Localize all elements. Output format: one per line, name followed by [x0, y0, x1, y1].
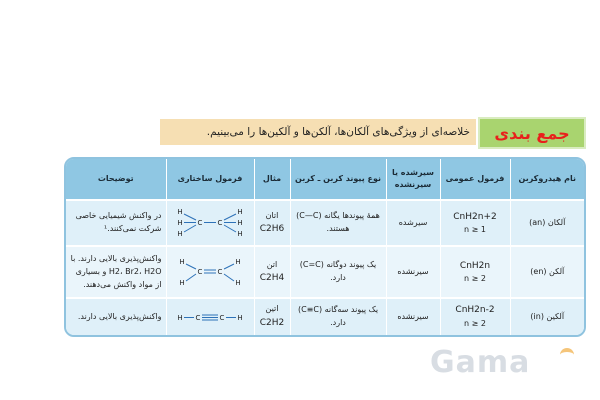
saturation: سیرشده [386, 200, 440, 246]
general-formula: CnH2n-2 [455, 305, 495, 316]
svg-text:H: H [177, 314, 183, 323]
summary-title-box [478, 117, 586, 149]
svg-text:H: H [177, 219, 183, 228]
bond-type: همهٔ پیوندها یگانه (C—C) هستند. [290, 200, 386, 246]
formula-text: CnH2n+2 [453, 211, 497, 222]
svg-text:H: H [237, 208, 243, 217]
example-formula: C2H2 [259, 318, 285, 329]
general-formula [443, 210, 508, 224]
header-structure: فرمول ساختاری [166, 159, 254, 200]
example-name: اتان [265, 210, 279, 220]
svg-text:C: C [217, 219, 223, 228]
table-row [66, 298, 584, 335]
header-saturation: سیرشده یا سیرنشده [386, 159, 440, 200]
svg-text:H: H [237, 230, 243, 239]
intro-text: خلاصه‌ای از ویژگی‌های آلکان‌ها، آلکن‌ها و آلکین‌ها را می‌بینیم. [206, 126, 470, 138]
notes: واکنش‌پذیری بالایی دارند. با H2، Br2، H2O و بسیاری از مواد واکنش می‌دهند. [66, 246, 166, 298]
intro-bar [160, 119, 476, 145]
svg-text:C: C [219, 314, 225, 323]
notes: واکنش‌پذیری بالایی دارند. [66, 298, 166, 335]
svg-text:H: H [237, 314, 243, 323]
formula-condition: n ≥ 1 [464, 224, 486, 234]
structure-cell [166, 298, 254, 335]
watermark-accent-icon [560, 348, 574, 362]
formula-condition: n ≥ 2 [464, 318, 486, 328]
bond-type: یک پیوند سه‌گانه (C≡C) دارد. [290, 298, 386, 335]
ethyne-structure-diagram [174, 307, 246, 327]
example-name: اتن [266, 259, 278, 269]
example-cell [254, 246, 290, 298]
structure-cell [166, 246, 254, 298]
hydrocarbon-table [66, 159, 584, 335]
table-row [66, 246, 584, 298]
example-cell [254, 200, 290, 246]
header-example: مثال [254, 159, 290, 200]
hydrocarbon-table-frame [64, 157, 586, 337]
formula-condition: n ≥ 2 [464, 274, 486, 284]
svg-text:H: H [237, 219, 243, 228]
saturation: سیرنشده [386, 298, 440, 335]
svg-text:H: H [235, 279, 241, 288]
bond-type: یک پیوند دوگانه (C=C) دارد. [290, 246, 386, 298]
svg-text:C: C [197, 268, 203, 277]
header-formula: فرمول عمومی [440, 159, 510, 200]
svg-text:H: H [235, 258, 241, 267]
structure-cell [166, 200, 254, 246]
table-header-row [66, 159, 584, 200]
example-cell [254, 298, 290, 335]
summary-title: جمع بندی [494, 123, 570, 143]
ethane-structure-diagram [174, 206, 246, 240]
svg-text:C: C [217, 268, 223, 277]
svg-text:H: H [177, 208, 183, 217]
example-name: اتین [265, 304, 279, 314]
header-bond: نوع پیوند کربن ـ کربن [290, 159, 386, 200]
example-formula: C2H4 [259, 273, 285, 284]
gama-watermark-logo: Gama [430, 345, 531, 380]
general-formula-cell [440, 246, 510, 298]
svg-text:H: H [179, 258, 185, 267]
ethene-structure-diagram [174, 255, 246, 289]
general-formula-cell [440, 298, 510, 335]
svg-text:H: H [179, 279, 185, 288]
general-formula-cell [440, 200, 510, 246]
hydrocarbon-name: آلکن (en) [510, 246, 584, 298]
table-row [66, 200, 584, 246]
general-formula: CnH2n [459, 260, 491, 271]
svg-text:H: H [177, 230, 183, 239]
example-formula: C2H6 [259, 224, 285, 235]
svg-text:C: C [197, 219, 203, 228]
hydrocarbon-name: آلکان (an) [510, 200, 584, 246]
header-notes: توضیحات [66, 159, 166, 200]
svg-text:C: C [195, 314, 201, 323]
hydrocarbon-name: آلکین (in) [510, 298, 584, 335]
header-name: نام هیدروکربن [510, 159, 584, 200]
notes: در واکنش شیمیایی خاصی شرکت نمی‌کنند.¹ [66, 200, 166, 246]
saturation: سیرنشده [386, 246, 440, 298]
